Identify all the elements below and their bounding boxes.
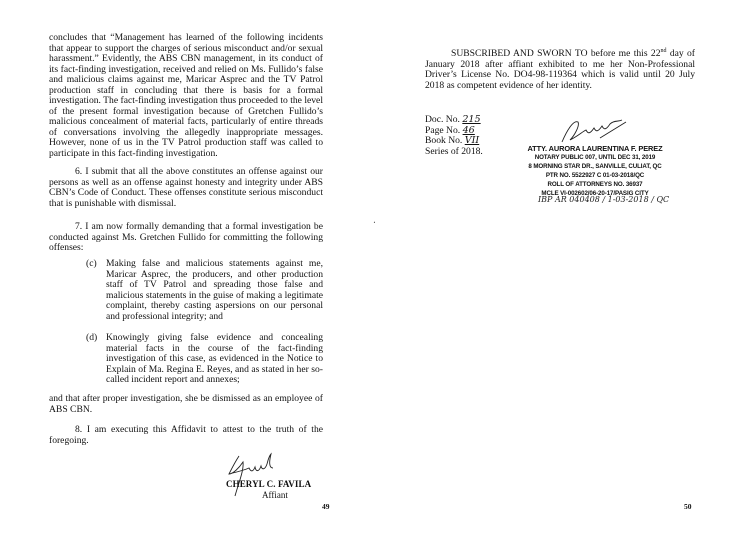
affiant-name: CHERYL C. FAVILA xyxy=(226,479,312,489)
page-number-50: 50 xyxy=(684,502,692,511)
book-number-value: VII xyxy=(464,135,480,146)
page-number-49: 49 xyxy=(322,502,330,511)
notary-name: ATTY. AURORA LAURENTINA F. PEREZ xyxy=(527,144,663,153)
paragraph-8: 8. I am executing this Affidavit to attest to the truth of the foregoing. xyxy=(49,424,323,446)
offense-item-d xyxy=(86,333,323,386)
notary-block xyxy=(525,144,665,198)
offense-item-c xyxy=(86,259,323,322)
doc-number-value: 215 xyxy=(462,114,481,125)
notary-roll: ROLL OF ATTORNEYS NO. 36937 xyxy=(547,181,643,188)
jurat-text-start: SUBSCRIBED AND SWORN TO before me this 22 xyxy=(451,48,661,60)
jurat-ordinal-suffix: nd xyxy=(660,48,667,54)
notary-ptr: PTR NO. 5522927 C 01-03-2018/QC xyxy=(545,172,645,179)
jurat-paragraph xyxy=(425,46,695,91)
paragraph-6: 6. I submit that all the above constitutes an offense against our persons as well as an offense against honesty and integrity under ABS CBN’s Code of Conduct. These offenses constitute serious misconduct that is punishable with dismissal. xyxy=(49,166,323,209)
doc-number-line xyxy=(425,115,481,126)
item-text-c: Making false and malicious statements against me, Maricar Asprec, the producers, and other production staff of TV Patrol and spreading those false and malicious statements in the guise of making a legitimate complaint, thereby casting aspersions on our personal and professional integrity; and xyxy=(106,258,323,322)
book-number-label: Book No. xyxy=(425,135,463,146)
page-number-label: Page No. xyxy=(425,125,461,136)
paragraph-7: 7. I am now formally demanding that a formal investigation be conducted against Ms. Gretchen Fullido for committing the following offenses: xyxy=(49,221,323,253)
notary-ibp-handwritten: IBP AR 040408 / 1-03-2018 / QC xyxy=(538,195,670,204)
book-number-line xyxy=(425,136,479,147)
jurat-text-end: day of January 2018 after affiant exhibited to me her Non-Professional Driver’s License No. DO4-98-119364 which is valid until 20 July 2018 as competent evidence of her identity. xyxy=(425,48,695,91)
doc-number-label: Doc. No. xyxy=(425,114,460,125)
paragraph-continuation: concludes that “Management has learned of the following incidents that appear to support the charges of serious misconduct and/or sexual harassment.” Evidently, the ABS CBN management, in its conduct of its fact-finding investigation, received and relied on Ms. Fullido’s false and malicious claims against me, Maricar Asprec and the TV Patrol production staff in concluding that there is basis for a formal investigation. The fact-finding investigation thus proceeded to the level of the present formal investigation because of Gretchen Fullido’s malicious concealment of material facts, particularly of entire threads of conversations involving the allegedly inappropriate messages. However, none of us in the TV Patrol production staff was called to participate in this fact-finding investigation. xyxy=(49,32,323,159)
page-number-value: 46 xyxy=(462,125,475,136)
affiant-role: Affiant xyxy=(262,490,288,500)
notary-mcle: MCLE VI-002602/06-20-17/PASIG CITY xyxy=(541,190,649,197)
notary-address: 8 MORNING STAR DR., SANVILLE, CULIAT, QC xyxy=(528,163,662,170)
item-label-c: (c) xyxy=(86,258,97,269)
page-50 xyxy=(375,0,750,553)
notary-commission: NOTARY PUBLIC 007, UNTIL DEC 31, 2019 xyxy=(534,154,656,161)
paragraph-dismissal: and that after proper investigation, she be dismissed as an employee of ABS CBN. xyxy=(49,393,323,415)
item-text-d: Knowingly giving false evidence and concealing material facts in the course of the fact-finding investigation of this case, as evidenced in the Notice to Explain of Ma. Regina E. Reyes, and as stated in her so-called incident report and annexes; xyxy=(106,332,323,385)
series-line: Series of 2018. xyxy=(425,146,483,157)
item-label-d: (d) xyxy=(86,332,98,343)
notary-signature xyxy=(560,118,630,146)
